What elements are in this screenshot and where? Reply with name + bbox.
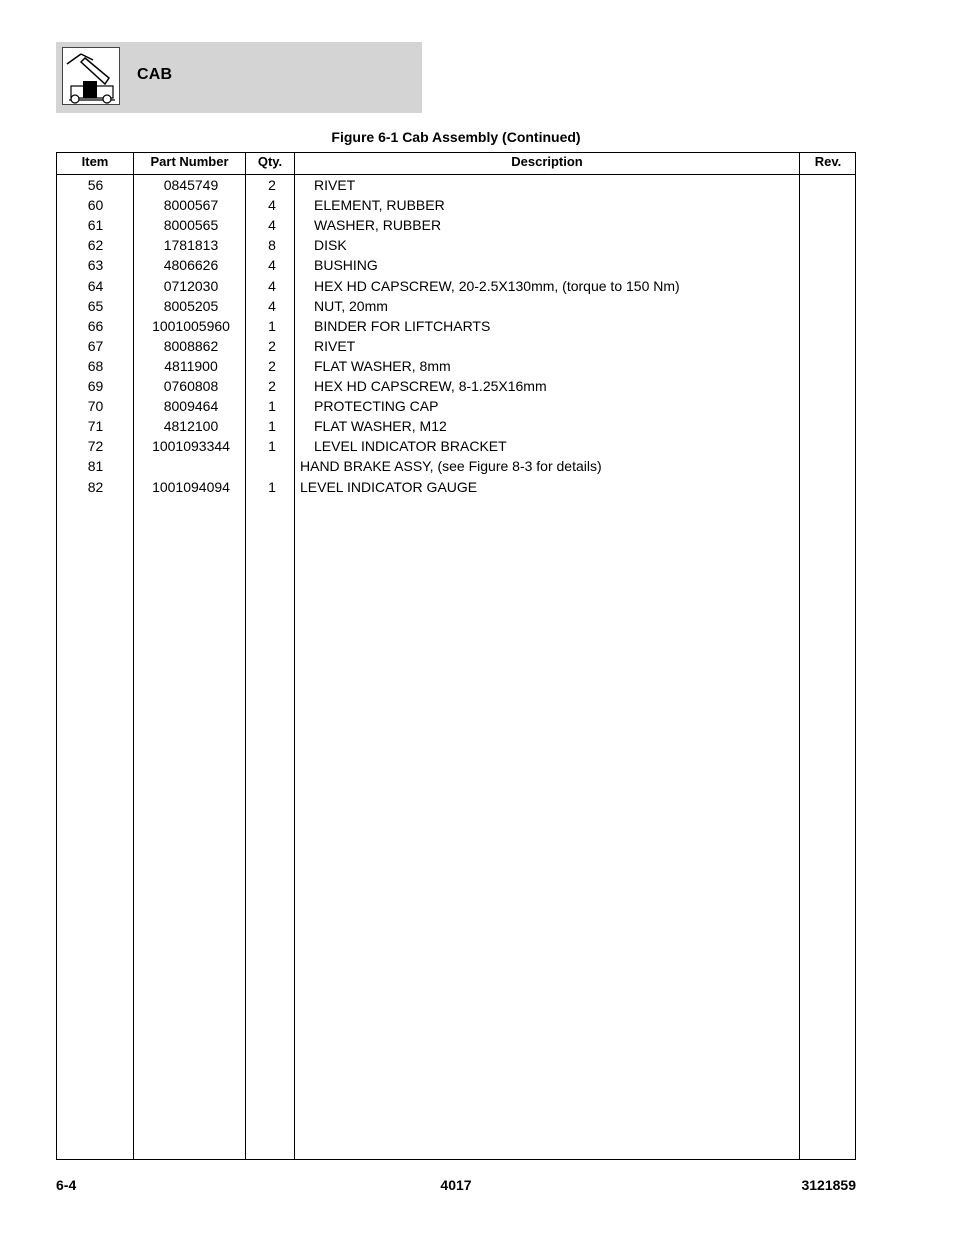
part-number-cell: 8005205	[163, 297, 219, 314]
qty-cell: 4	[268, 297, 276, 314]
item-cell: 56	[87, 177, 104, 193]
column-header-qty: Qty.	[257, 154, 283, 169]
description-cell: BUSHING	[314, 257, 378, 274]
table-row	[57, 416, 855, 436]
item-cell: 67	[87, 337, 104, 354]
table-row	[57, 316, 855, 336]
document-number: 3121859	[801, 1177, 856, 1193]
telehandler-icon	[63, 48, 119, 104]
table-row	[57, 175, 855, 195]
qty-cell: 1	[268, 478, 276, 495]
item-cell: 72	[87, 438, 104, 455]
table-row	[57, 356, 855, 376]
table-row	[57, 276, 855, 296]
qty-cell: 4	[268, 197, 276, 214]
column-header-part-number: Part Number	[150, 154, 229, 169]
item-cell: 68	[87, 357, 104, 374]
description-cell: BINDER FOR LIFTCHARTS	[314, 317, 491, 334]
item-cell: 69	[87, 378, 104, 394]
qty-cell: 1	[268, 438, 276, 455]
item-cell: 64	[87, 277, 104, 294]
description-cell: LEVEL INDICATOR GAUGE	[300, 478, 478, 495]
cab-section-icon	[62, 47, 120, 105]
item-cell: 81	[87, 458, 104, 475]
qty-cell: 4	[268, 217, 276, 234]
table-row	[57, 215, 855, 235]
description-cell: RIVET	[314, 337, 356, 354]
description-cell: FLAT WASHER, M12	[314, 418, 447, 435]
description-cell: WASHER, RUBBER	[314, 217, 442, 234]
description-cell: HEX HD CAPSCREW, 20-2.5X130mm, (torque to 150 Nm)	[314, 277, 680, 294]
table-row	[57, 255, 855, 275]
figure-title: Figure 6-1 Cab Assembly (Continued)	[331, 129, 581, 145]
part-number-cell: 1781813	[163, 237, 219, 254]
qty-cell: 2	[268, 337, 276, 354]
page-number: 6-4	[56, 1177, 77, 1193]
item-cell: 65	[87, 297, 104, 314]
description-cell: HEX HD CAPSCREW, 8-1.25X16mm	[314, 378, 547, 394]
description-cell: DISK	[314, 237, 347, 254]
description-cell: HAND BRAKE ASSY, (see Figure 8-3 for details)	[300, 458, 602, 475]
model-number: 4017	[440, 1177, 472, 1193]
qty-cell: 2	[268, 177, 276, 193]
qty-cell: 8	[268, 237, 276, 254]
table-row	[57, 235, 855, 255]
description-cell: RIVET	[314, 177, 356, 193]
qty-cell: 2	[268, 357, 276, 374]
description-cell: LEVEL INDICATOR BRACKET	[314, 438, 507, 455]
part-number-cell: 1001094094	[152, 478, 230, 495]
description-cell: FLAT WASHER, 8mm	[314, 357, 451, 374]
part-number-cell: 1001093344	[152, 438, 230, 455]
item-cell: 66	[87, 317, 104, 334]
qty-cell: 1	[268, 418, 276, 435]
column-header-description: Description	[511, 154, 583, 169]
part-number-cell: 0845749	[163, 177, 219, 193]
description-cell: ELEMENT, RUBBER	[314, 197, 445, 214]
column-header-item: Item	[81, 154, 109, 169]
table-row	[57, 436, 855, 456]
qty-cell: 4	[268, 257, 276, 274]
description-cell: PROTECTING CAP	[314, 398, 439, 415]
part-number-cell: 0760808	[163, 378, 219, 394]
table-row	[57, 396, 855, 416]
table-row	[57, 296, 855, 316]
item-cell: 70	[87, 398, 104, 415]
part-number-cell: 8000565	[163, 217, 219, 234]
qty-cell: 1	[268, 398, 276, 415]
table-row	[57, 376, 855, 396]
item-cell: 71	[87, 418, 104, 435]
item-cell: 82	[87, 478, 104, 495]
table-row	[57, 336, 855, 356]
qty-cell: 2	[268, 378, 276, 394]
table-row	[57, 195, 855, 215]
column-header-rev: Rev.	[814, 154, 842, 169]
item-cell: 60	[87, 197, 104, 214]
part-number-cell: 4806626	[163, 257, 219, 274]
item-cell: 61	[87, 217, 104, 234]
part-number-cell: 0712030	[163, 277, 219, 294]
item-cell: 62	[87, 237, 104, 254]
description-cell: NUT, 20mm	[314, 297, 388, 314]
part-number-cell: 4811900	[164, 357, 218, 374]
item-cell: 63	[87, 257, 104, 274]
part-number-cell: 8009464	[163, 398, 219, 415]
qty-cell: 1	[268, 317, 276, 334]
parts-table	[56, 152, 856, 1160]
section-title: CAB	[137, 66, 173, 83]
part-number-cell: 8000567	[163, 197, 219, 214]
part-number-cell: 4812100	[163, 418, 219, 435]
table-row	[57, 477, 855, 497]
part-number-cell: 1001005960	[152, 317, 230, 334]
part-number-cell: 8008862	[163, 337, 219, 354]
qty-cell: 4	[268, 277, 276, 294]
table-row	[57, 456, 855, 476]
